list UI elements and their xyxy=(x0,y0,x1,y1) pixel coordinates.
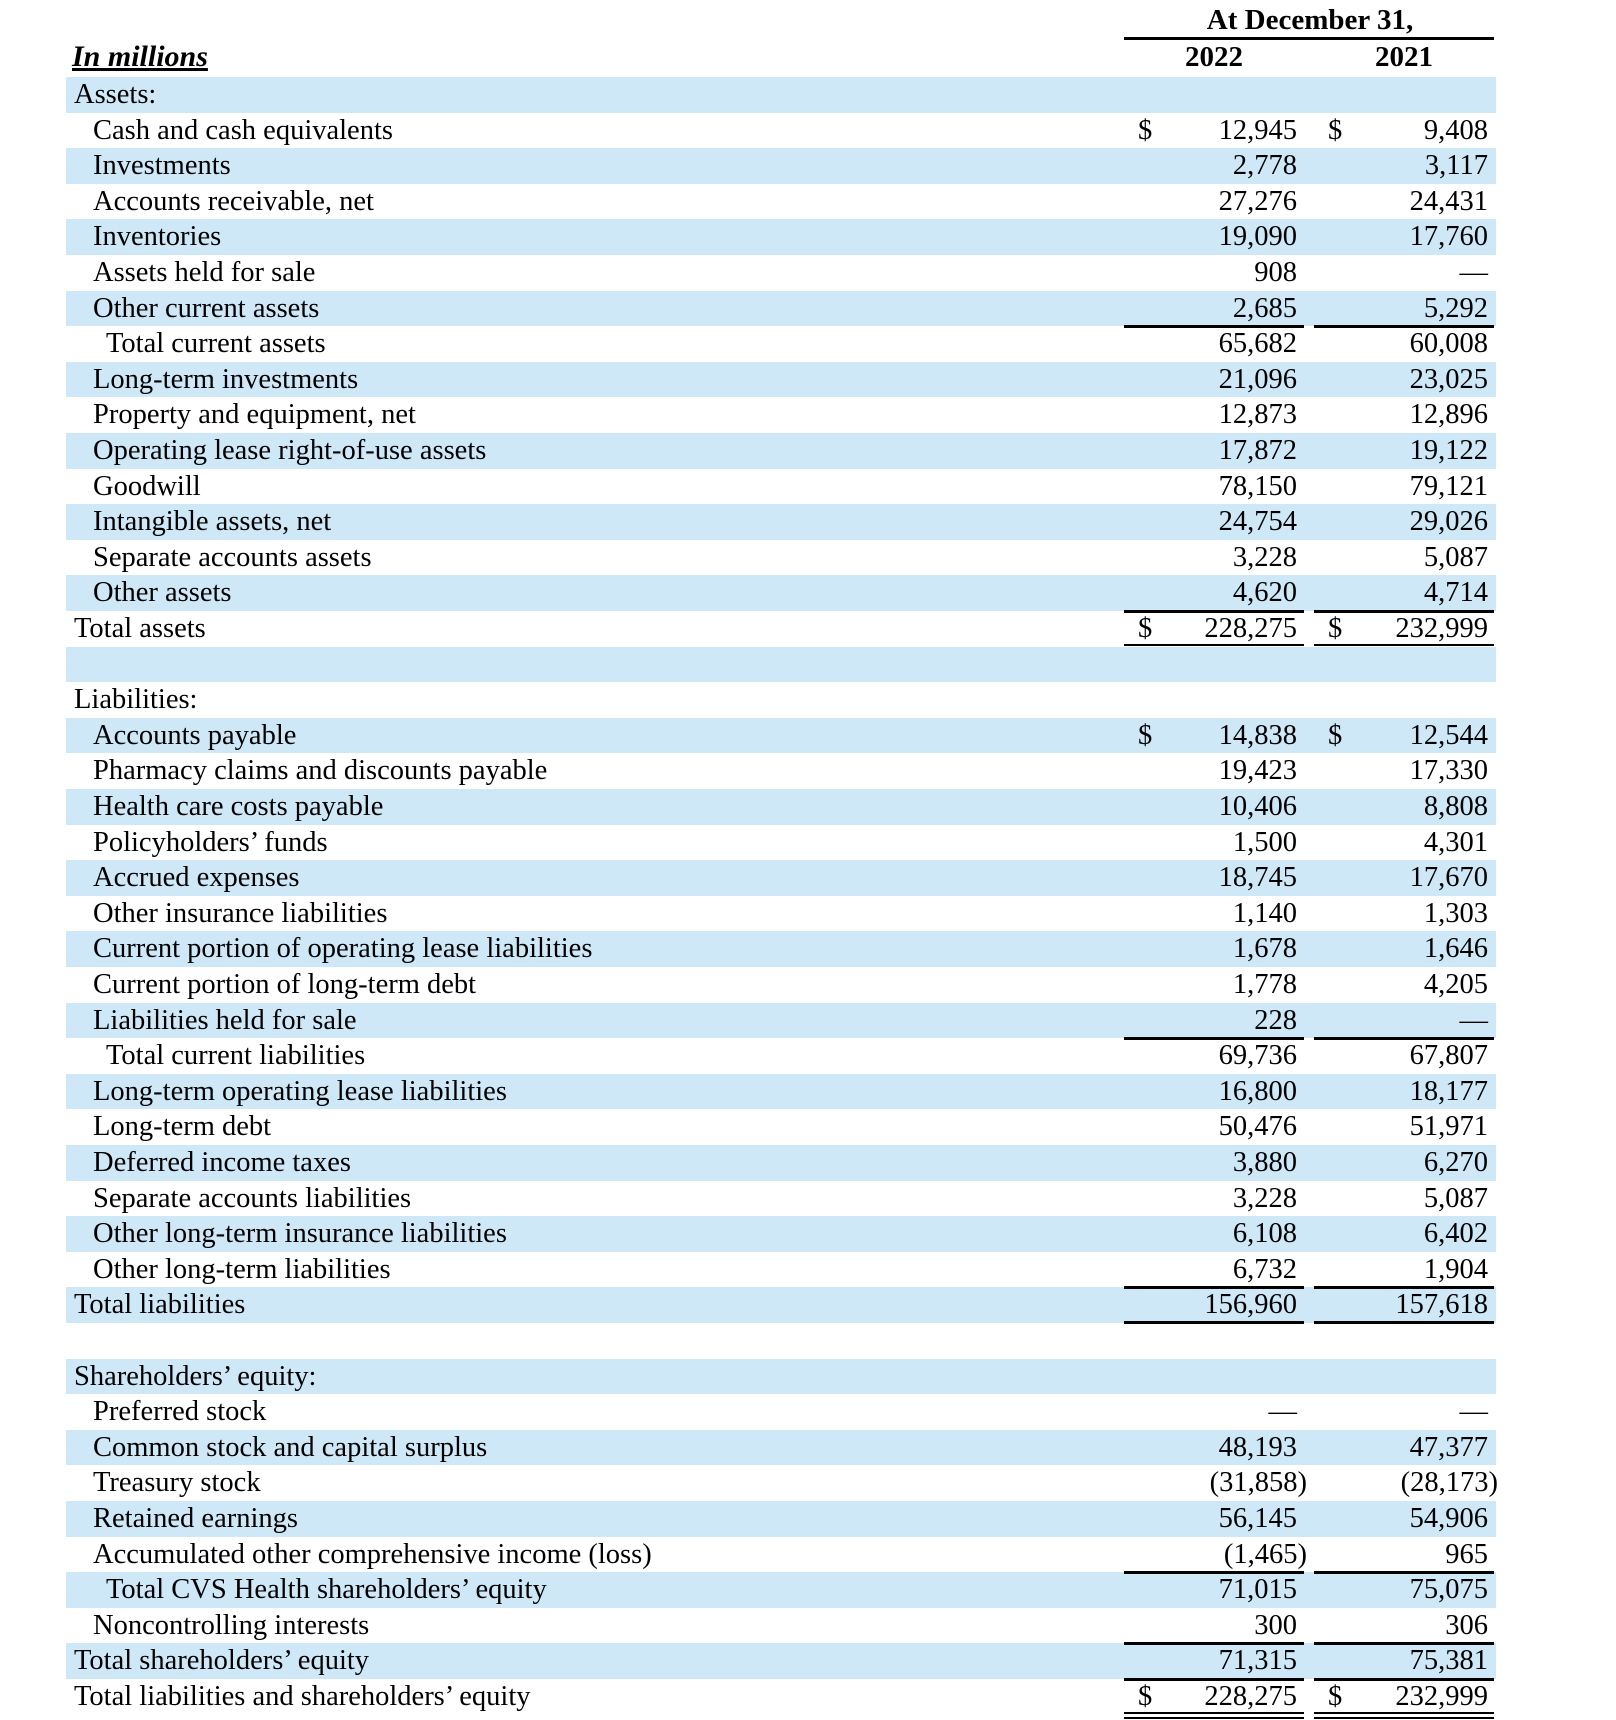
subtotal-rule-2021 xyxy=(1314,325,1494,328)
value-2022: 228,275 xyxy=(1204,613,1297,644)
table-row xyxy=(66,647,1496,683)
table-row xyxy=(66,148,1496,184)
row-label: Long-term investments xyxy=(93,363,359,395)
subtotal-rule-2022 xyxy=(1124,1037,1304,1040)
value-2022: 6,108 xyxy=(1232,1218,1297,1250)
table-row xyxy=(66,1465,1496,1501)
value-2021: 17,330 xyxy=(1409,755,1488,787)
row-label: Preferred stock xyxy=(93,1396,267,1428)
table-row xyxy=(66,1323,1496,1359)
table-row xyxy=(66,1145,1496,1181)
value-2021: 51,971 xyxy=(1409,1111,1488,1143)
row-label: Investments xyxy=(93,150,231,182)
value-2022: 2,685 xyxy=(1232,292,1297,324)
value-2021: 1,303 xyxy=(1423,897,1488,929)
value-2022: 16,800 xyxy=(1218,1075,1297,1107)
value-2021: 8,808 xyxy=(1423,791,1488,822)
row-label: Total CVS Health shareholders’ equity xyxy=(106,1574,547,1606)
row-label: Operating lease right-of-use assets xyxy=(93,435,487,466)
value-2022: 71,315 xyxy=(1218,1645,1297,1677)
value-2021: 965 xyxy=(1445,1538,1488,1570)
row-label: Total liabilities xyxy=(74,1289,246,1321)
row-label: Policyholders’ funds xyxy=(93,826,328,858)
value-2022: 21,096 xyxy=(1218,363,1297,395)
currency-symbol-2022: $ xyxy=(1138,114,1153,146)
subtotal-rule-2021 xyxy=(1314,1678,1494,1681)
value-2022: 24,754 xyxy=(1218,506,1297,538)
value-2022: 56,145 xyxy=(1218,1503,1297,1534)
table-row xyxy=(66,1608,1496,1644)
row-label: Other assets xyxy=(93,577,232,609)
value-2022: 12,945 xyxy=(1218,114,1297,146)
value-2022: (31,858) xyxy=(1209,1467,1307,1499)
table-row xyxy=(66,1074,1496,1110)
row-label: Total current assets xyxy=(106,328,326,360)
value-2021: 17,670 xyxy=(1409,862,1488,894)
subtotal-rule-2022 xyxy=(1124,325,1304,328)
row-label: Pharmacy claims and discounts payable xyxy=(93,755,548,787)
row-label: Accounts payable xyxy=(93,719,297,751)
currency-symbol-2021: $ xyxy=(1328,613,1343,644)
table-row xyxy=(66,1394,1496,1430)
table-row xyxy=(66,1572,1496,1608)
subtotal-rule-2021 xyxy=(1314,1642,1494,1645)
row-label: Assets held for sale xyxy=(93,257,316,288)
table-row xyxy=(66,1359,1496,1395)
row-label: Shareholders’ equity: xyxy=(74,1360,317,1392)
table-row xyxy=(66,540,1496,576)
value-2021: 29,026 xyxy=(1409,506,1488,538)
row-label: Property and equipment, net xyxy=(93,399,416,431)
table-row xyxy=(66,1430,1496,1466)
value-2022: 18,745 xyxy=(1218,862,1297,894)
row-label: Separate accounts liabilities xyxy=(93,1182,412,1214)
row-label: Total liabilities and shareholders’ equity xyxy=(74,1681,531,1712)
value-2022: 3,228 xyxy=(1232,1182,1297,1214)
value-2022: 50,476 xyxy=(1218,1111,1297,1143)
table-row xyxy=(66,1287,1496,1323)
row-label: Retained earnings xyxy=(93,1503,298,1534)
table-row xyxy=(66,1003,1496,1039)
table-row xyxy=(66,1679,1496,1715)
value-2021: 232,999 xyxy=(1395,613,1488,644)
row-label: Other long-term liabilities xyxy=(93,1253,391,1285)
row-label: Total assets xyxy=(74,613,206,644)
period-header: At December 31, xyxy=(1206,4,1414,36)
table-row xyxy=(66,255,1496,291)
value-2021: 157,618 xyxy=(1395,1289,1488,1321)
value-2021: 5,292 xyxy=(1423,292,1488,324)
value-2022: 300 xyxy=(1254,1609,1297,1641)
value-2022: 4,620 xyxy=(1232,577,1297,609)
value-2021: 75,381 xyxy=(1409,1645,1488,1677)
value-2022: 71,015 xyxy=(1218,1574,1297,1606)
value-2022: 1,678 xyxy=(1232,933,1297,965)
subtotal-rule-2022 xyxy=(1124,610,1304,613)
row-label: Current portion of long-term debt xyxy=(93,969,477,1000)
value-2022: 12,873 xyxy=(1218,399,1297,431)
subtotal-rule-2022 xyxy=(1124,1642,1304,1645)
table-row xyxy=(66,219,1496,255)
value-2022: 78,150 xyxy=(1218,470,1297,502)
currency-symbol-2021: $ xyxy=(1328,719,1343,751)
row-label: Intangible assets, net xyxy=(93,506,332,538)
row-label: Inventories xyxy=(93,221,222,253)
value-2021: 4,714 xyxy=(1423,577,1488,609)
double-rule-2022 xyxy=(1124,1712,1304,1720)
value-2022: 1,500 xyxy=(1232,826,1297,858)
value-2021: 4,301 xyxy=(1423,826,1488,858)
table-row xyxy=(66,718,1496,754)
table-row xyxy=(66,1109,1496,1145)
table-row xyxy=(66,1501,1496,1537)
row-label: Accounts receivable, net xyxy=(93,185,374,217)
value-2021: 23,025 xyxy=(1409,363,1488,395)
value-2021: 12,896 xyxy=(1409,399,1488,431)
row-label: Accumulated other comprehensive income (loss) xyxy=(93,1538,652,1570)
value-2021: 6,402 xyxy=(1423,1218,1488,1250)
value-2021: 9,408 xyxy=(1423,114,1488,146)
table-row xyxy=(66,469,1496,505)
value-2022: — xyxy=(1268,1396,1297,1428)
table-row xyxy=(66,184,1496,220)
subtotal-rule-2022 xyxy=(1124,1286,1304,1289)
value-2021: 54,906 xyxy=(1409,1503,1488,1534)
row-label: Current portion of operating lease liabilities xyxy=(93,933,593,965)
year-2021-header: 2021 xyxy=(1375,41,1433,73)
currency-symbol-2022: $ xyxy=(1138,719,1153,751)
subtotal-rule-2021 xyxy=(1314,1037,1494,1040)
currency-symbol-2021: $ xyxy=(1328,1681,1343,1712)
row-label: Separate accounts assets xyxy=(93,541,372,573)
value-2022: 1,778 xyxy=(1232,969,1297,1000)
value-2021: 19,122 xyxy=(1409,435,1488,466)
value-2022: 19,423 xyxy=(1218,755,1297,787)
value-2022: (1,465) xyxy=(1223,1538,1307,1570)
value-2022: 14,838 xyxy=(1218,719,1297,751)
double-rule-2021 xyxy=(1314,1712,1494,1720)
value-2022: 228 xyxy=(1254,1004,1297,1036)
row-label: Long-term operating lease liabilities xyxy=(93,1075,507,1107)
value-2021: 5,087 xyxy=(1423,1182,1488,1214)
units-label: In millions xyxy=(72,40,208,73)
table-row xyxy=(66,1181,1496,1217)
value-2022: 1,140 xyxy=(1232,897,1297,929)
value-2021: 1,904 xyxy=(1423,1253,1488,1285)
currency-symbol-2022: $ xyxy=(1138,1681,1153,1712)
row-label: Common stock and capital surplus xyxy=(93,1431,488,1463)
value-2021: 60,008 xyxy=(1409,328,1488,360)
table-row xyxy=(66,896,1496,932)
currency-symbol-2021: $ xyxy=(1328,114,1343,146)
value-2021: 12,544 xyxy=(1409,719,1488,751)
table-row xyxy=(66,291,1496,327)
table-row xyxy=(66,1643,1496,1679)
row-label: Other current assets xyxy=(93,292,320,324)
table-row xyxy=(66,825,1496,861)
row-label: Total shareholders’ equity xyxy=(74,1645,370,1677)
row-label: Assets: xyxy=(74,79,157,110)
value-2022: 69,736 xyxy=(1218,1040,1297,1072)
table-row xyxy=(66,504,1496,540)
row-label: Accrued expenses xyxy=(93,862,300,894)
value-2021: 6,270 xyxy=(1423,1147,1488,1178)
table-row xyxy=(66,1537,1496,1573)
row-label: Noncontrolling interests xyxy=(93,1609,370,1641)
table-row xyxy=(66,860,1496,896)
value-2022: 65,682 xyxy=(1218,328,1297,360)
table-row xyxy=(66,931,1496,967)
row-label: Goodwill xyxy=(93,470,201,502)
row-label: Total current liabilities xyxy=(106,1040,366,1072)
value-2021: 17,760 xyxy=(1409,221,1488,253)
table-row xyxy=(66,753,1496,789)
value-2022: 228,275 xyxy=(1204,1681,1297,1712)
row-label: Other insurance liabilities xyxy=(93,897,388,929)
row-label: Liabilities: xyxy=(74,684,198,716)
value-2021: — xyxy=(1459,1396,1488,1428)
subtotal-rule-2022 xyxy=(1124,1571,1304,1574)
subtotal-rule-2021 xyxy=(1314,610,1494,613)
table-row xyxy=(66,113,1496,149)
year-2022-header: 2022 xyxy=(1185,41,1243,73)
table-row xyxy=(66,433,1496,469)
value-2021: 306 xyxy=(1445,1609,1488,1641)
value-2021: 232,999 xyxy=(1395,1681,1488,1712)
value-2021: 5,087 xyxy=(1423,541,1488,573)
value-2022: 908 xyxy=(1254,257,1297,288)
subtotal-rule-2021 xyxy=(1314,1571,1494,1574)
value-2022: 48,193 xyxy=(1218,1431,1297,1463)
row-label: Deferred income taxes xyxy=(93,1147,351,1178)
table-row xyxy=(66,967,1496,1003)
subtotal-rule-2021 xyxy=(1314,1286,1494,1289)
table-row xyxy=(66,611,1496,647)
value-2022: 3,228 xyxy=(1232,541,1297,573)
row-label: Long-term debt xyxy=(93,1111,272,1143)
table-row xyxy=(66,1252,1496,1288)
value-2021: — xyxy=(1459,257,1488,288)
value-2021: 24,431 xyxy=(1409,185,1488,217)
value-2021: 67,807 xyxy=(1409,1040,1488,1072)
row-label: Liabilities held for sale xyxy=(93,1004,357,1036)
value-2022: 6,732 xyxy=(1232,1253,1297,1285)
table-row xyxy=(66,362,1496,398)
table-row xyxy=(66,575,1496,611)
currency-symbol-2022: $ xyxy=(1138,613,1153,644)
value-2021: (28,173) xyxy=(1400,1467,1498,1499)
value-2022: 10,406 xyxy=(1218,791,1297,822)
table-row xyxy=(66,397,1496,433)
value-2021: — xyxy=(1459,1004,1488,1036)
value-2022: 19,090 xyxy=(1218,221,1297,253)
value-2021: 79,121 xyxy=(1409,470,1488,502)
value-2022: 156,960 xyxy=(1204,1289,1297,1321)
table-row xyxy=(66,77,1496,113)
value-2022: 27,276 xyxy=(1218,185,1297,217)
table-row xyxy=(66,1038,1496,1074)
value-2021: 1,646 xyxy=(1423,933,1488,965)
subtotal-rule-2022 xyxy=(1124,1678,1304,1681)
value-2021: 3,117 xyxy=(1424,150,1488,182)
value-2021: 75,075 xyxy=(1409,1574,1488,1606)
table-row xyxy=(66,326,1496,362)
value-2022: 17,872 xyxy=(1218,435,1297,466)
value-2021: 4,205 xyxy=(1423,969,1488,1000)
row-label: Cash and cash equivalents xyxy=(93,114,393,146)
table-row xyxy=(66,789,1496,825)
row-label: Other long-term insurance liabilities xyxy=(93,1218,507,1250)
row-label: Health care costs payable xyxy=(93,791,384,822)
value-2022: 2,778 xyxy=(1232,150,1297,182)
table-row xyxy=(66,682,1496,718)
value-2021: 47,377 xyxy=(1409,1431,1488,1463)
value-2021: 18,177 xyxy=(1409,1075,1488,1107)
table-row xyxy=(66,1216,1496,1252)
value-2022: 3,880 xyxy=(1232,1147,1297,1178)
row-label: Treasury stock xyxy=(93,1467,261,1499)
